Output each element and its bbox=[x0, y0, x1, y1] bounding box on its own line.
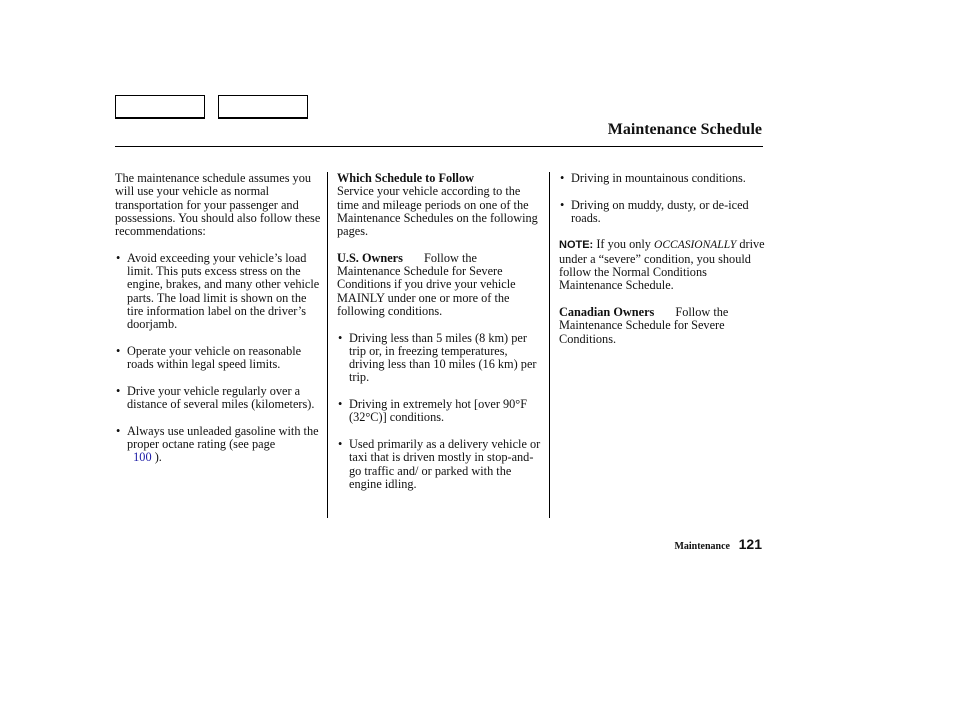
page-number: 121 bbox=[738, 536, 762, 552]
us-owners-label: U.S. Owners bbox=[337, 250, 403, 265]
page-link[interactable]: 100 bbox=[133, 450, 152, 465]
list-item bbox=[559, 199, 765, 226]
section-paragraph: Service your vehicle according to the time and mileage periods on one of the Maintenance Schedules on the following pages. bbox=[337, 184, 538, 239]
note-text-end: drive under a “severe” condition, you should follow the Normal Conditions Maintenance Schedule. bbox=[559, 237, 765, 293]
list-item-text: Drive your vehicle regularly over a distance of several miles (kilometers). bbox=[127, 383, 315, 412]
list-item bbox=[337, 438, 543, 491]
column-right bbox=[559, 172, 765, 359]
bullet-icon: • bbox=[116, 423, 121, 438]
list-item-text: Used primarily as a delivery vehicle or taxi that is driven mostly in stop-and-go traffic and/ or parked with the engine idling. bbox=[349, 436, 541, 491]
bullet-icon: • bbox=[338, 330, 343, 345]
note-text-start: If you only bbox=[596, 237, 651, 252]
footer-section-name: Maintenance bbox=[674, 541, 730, 552]
list-item bbox=[115, 252, 321, 332]
bullet-icon: • bbox=[116, 343, 121, 358]
page-title: Maintenance Schedule bbox=[607, 121, 762, 138]
list-item bbox=[115, 425, 321, 465]
intro-paragraph: The maintenance schedule assumes you will use your vehicle as normal transportation for your passenger and possessions. You should also follow these recommendations: bbox=[115, 171, 321, 239]
list-item bbox=[115, 345, 321, 372]
bullet-icon: • bbox=[560, 171, 565, 185]
list-item bbox=[115, 385, 321, 412]
list-item-text: Driving on muddy, dusty, or de-iced roads. bbox=[571, 197, 749, 225]
next-page-button[interactable] bbox=[218, 95, 308, 119]
list-item-text: Driving in extremely hot [over 90°F (32°C)] conditions. bbox=[349, 397, 528, 425]
column-divider bbox=[327, 172, 328, 518]
list-item-text-end: ). bbox=[154, 450, 162, 465]
note-emphasis: OCCASIONALLY bbox=[654, 239, 737, 252]
title-divider bbox=[115, 146, 763, 147]
bullet-icon: • bbox=[338, 397, 343, 412]
section-heading: Which Schedule to Follow bbox=[337, 171, 474, 185]
column-divider bbox=[549, 172, 550, 518]
column-left bbox=[115, 172, 321, 478]
column-middle bbox=[337, 172, 543, 504]
list-item-text: Operate your vehicle on reasonable roads within legal speed limits. bbox=[127, 343, 302, 372]
us-owners-text: Follow the Maintenance Schedule for Severe Conditions if you drive your vehicle MAINLY under one or more of the following conditions. bbox=[337, 250, 516, 318]
bullet-icon: • bbox=[560, 197, 565, 212]
bullet-icon: • bbox=[116, 250, 121, 265]
list-item-text: Driving in mountainous conditions. bbox=[571, 171, 746, 185]
list-item-text: Always use unleaded gasoline with the proper octane rating (see page bbox=[127, 423, 319, 451]
list-item-text: Avoid exceeding your vehicle’s load limit. This puts excess stress on the engine, brakes, and many other vehicle parts. The load limit is shown on the tire information label on the driver’s doorjamb. bbox=[127, 250, 320, 332]
list-item bbox=[559, 172, 765, 185]
canadian-owners-label: Canadian Owners bbox=[559, 304, 655, 319]
list-item bbox=[337, 332, 543, 385]
list-item bbox=[337, 398, 543, 425]
bullet-icon: • bbox=[116, 383, 121, 398]
previous-page-button[interactable] bbox=[115, 95, 205, 119]
list-item-text: Driving less than 5 miles (8 km) per trip or, in freezing temperatures, driving less than 10 miles (16 km) per trip. bbox=[349, 330, 537, 385]
bullet-icon: • bbox=[338, 436, 343, 451]
note-label: NOTE: bbox=[559, 239, 594, 252]
canadian-owners-text: Follow the Maintenance Schedule for Severe Conditions. bbox=[559, 304, 729, 346]
